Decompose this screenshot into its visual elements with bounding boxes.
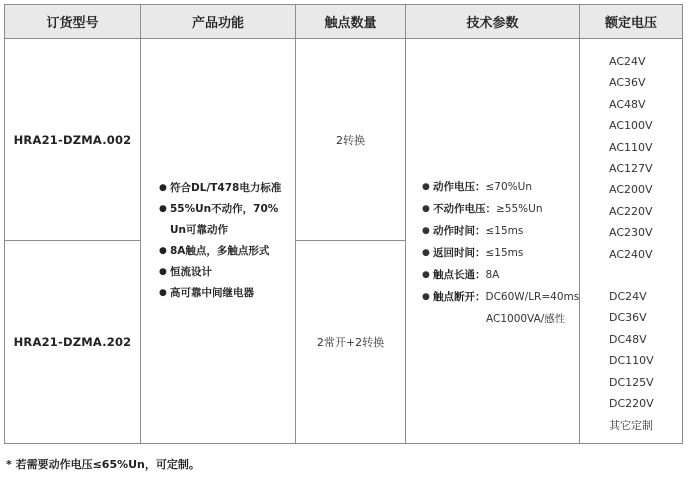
bullet-icon: ● — [159, 267, 167, 277]
param-key: 不动作电压： — [433, 203, 496, 215]
bullet-icon: ● — [422, 248, 430, 258]
voltage-custom: 其它定制 — [609, 418, 653, 432]
voltage-ac: AC110V — [609, 140, 653, 154]
voltage-ac: AC36V — [609, 76, 646, 90]
param-value: ≤15ms — [485, 225, 524, 237]
voltage-dc: DC48V — [609, 332, 647, 346]
voltage-ac: AC127V — [609, 162, 653, 176]
voltage-dc: DC220V — [609, 397, 654, 411]
bullet-icon: ● — [159, 204, 167, 214]
voltage-dc: DC24V — [609, 290, 647, 304]
list-item — [422, 220, 579, 242]
voltage-dc: DC125V — [609, 375, 654, 389]
param-key: 返回时间： — [433, 247, 486, 259]
bullet-icon: ● — [422, 204, 430, 214]
header-technical: 技术参数 — [406, 5, 580, 39]
list-item — [422, 198, 579, 220]
technical-cell — [406, 39, 580, 443]
list-item — [422, 308, 579, 330]
function-text: 高可靠中间继电器 — [170, 287, 254, 299]
list-item — [159, 241, 281, 262]
bullet-icon: ● — [422, 270, 430, 280]
voltage-ac: AC24V — [609, 55, 646, 68]
list-item — [422, 242, 579, 264]
header-function: 产品功能 — [141, 5, 296, 39]
voltage-spacer — [609, 265, 682, 286]
bullet-icon: ● — [159, 246, 167, 256]
model-cell-1: HRA21-DZMA.002 — [5, 39, 141, 241]
header-voltage: 额定电压 — [580, 5, 682, 39]
bullet-icon: ● — [422, 226, 430, 236]
list-item — [422, 264, 579, 286]
bullet-icon: ● — [159, 288, 167, 298]
voltage-ac: AC240V — [609, 247, 653, 261]
voltage-ac: AC48V — [609, 97, 646, 111]
voltage-ac: AC220V — [609, 204, 653, 218]
list-item — [422, 286, 579, 308]
bullet-icon: ● — [422, 292, 430, 302]
function-cell — [141, 39, 296, 443]
list-item — [159, 262, 281, 283]
contacts-cell-1: 2转换 — [296, 39, 406, 241]
param-key: 触点断开： — [433, 291, 486, 303]
list-item — [159, 283, 281, 304]
voltage-ac: AC100V — [609, 119, 653, 133]
header-model: 订货型号 — [5, 5, 141, 39]
footnote: * 若需要动作电压≤65%Un，可定制。 — [6, 458, 200, 471]
param-value: DC60W/LR=40ms — [485, 291, 580, 303]
voltage-dc: DC110V — [609, 354, 654, 368]
function-list — [159, 178, 281, 304]
function-text-cont: Un可靠动作 — [170, 224, 229, 236]
param-value: 8A — [485, 269, 500, 281]
bullet-icon: ● — [422, 182, 430, 192]
voltage-dc: DC36V — [609, 311, 647, 325]
param-value-cont: AC1000VA/感性 — [486, 313, 566, 325]
param-key: 动作时间： — [433, 225, 486, 237]
function-text: 55%Un不动作，70% — [170, 203, 279, 215]
function-text: 8A触点，多触点形式 — [170, 245, 270, 257]
list-item — [159, 199, 281, 241]
contacts-cell-2: 2常开+2转换 — [296, 241, 406, 443]
voltage-ac: AC230V — [609, 226, 653, 240]
list-item — [422, 176, 579, 198]
bullet-icon: ● — [159, 183, 167, 193]
function-text: 恒流设计 — [170, 266, 212, 278]
technical-list — [422, 176, 579, 330]
list-item — [159, 178, 281, 199]
param-key: 动作电压： — [433, 181, 486, 193]
model-name-2: HRA21-DZMA.202 — [13, 335, 132, 349]
param-key: 触点长通： — [433, 269, 486, 281]
ordering-table — [4, 4, 683, 444]
param-value: ≤15ms — [485, 247, 524, 259]
voltage-cell — [580, 39, 682, 443]
param-value: ≤70%Un — [485, 181, 532, 193]
header-contacts: 触点数量 — [296, 5, 406, 39]
param-value: ≥55%Un — [496, 203, 543, 215]
voltage-ac: AC200V — [609, 183, 653, 197]
function-text: 符合DL/T478电力标准 — [170, 182, 282, 194]
model-cell-2 — [5, 241, 141, 443]
